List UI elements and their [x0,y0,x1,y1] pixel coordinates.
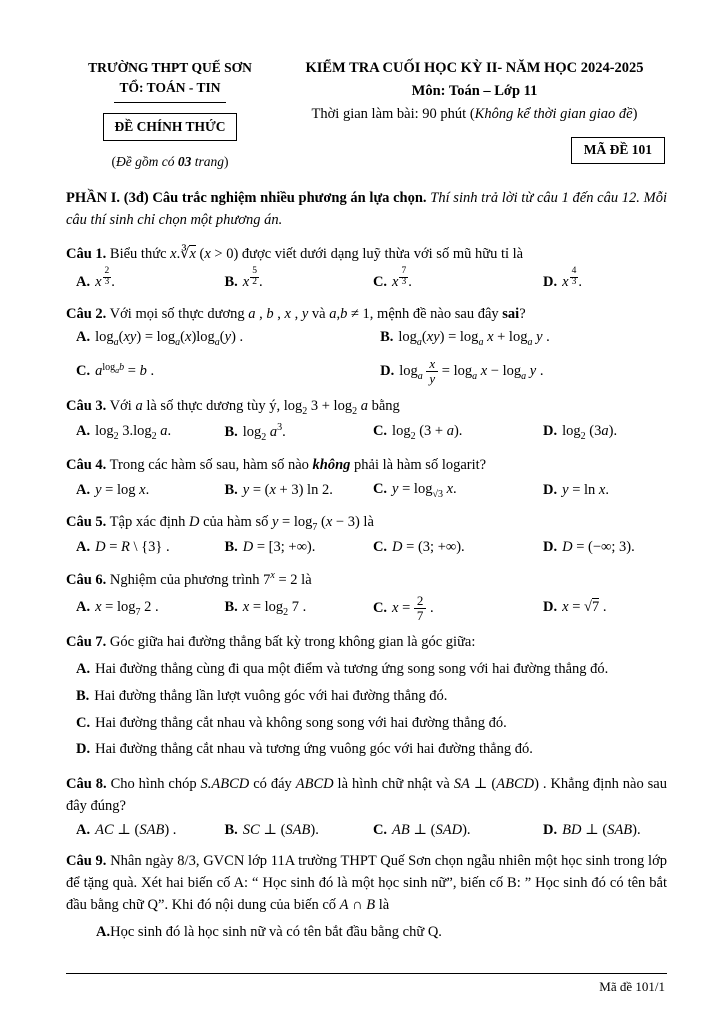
question-1-label: Câu 1. [66,245,107,262]
question-6-option-a: A. $x = \log_7 2$ . [76,598,159,618]
question-1 [66,236,667,296]
question-9-text: Nhân ngày 8/3, GVCN lớp 11A trường THPT Quế Sơn chọn ngẫu nhiên một học sinh trong lớp để tặng quà. Xét hai biến cố A: “ Học sinh đó là một học sinh nữ”, biến cố B: ” Học sinh đó có tên bắt đầu bằng chữ Q”. Khi đó nội dung của biến cố A ∩ B là [66,853,667,913]
exam-duration: Thời gian làm bài: 90 phút (Không kể thời gian giao đề) [311,105,638,122]
question-8 [66,766,667,843]
question-1-option-b: B. x $\frac{5}{2}$ . [224,266,263,290]
question-3-option-c: C. $\log_2 (3 + a)$. [372,423,463,443]
question-5-options [66,537,667,559]
footer-page-label: Mã đề 101/1 [599,978,665,994]
header-right [282,58,667,172]
question-8-option-b: B. SC ⊥ (SAB). [224,821,319,838]
question-5-option-d: D. D = (−∞; 3). [543,538,635,555]
header-left [66,58,274,172]
question-2 [66,296,667,388]
question-2-text: Với mọi số thực dương a , b , x , y và a,b ≠ 1, mệnh đề nào sau đây sai? [109,305,526,322]
question-6-option-b: B. $x = \log_2 7$ . [224,598,307,618]
question-5-option-a: A. D = R \ {3} . [76,538,170,555]
question-3-option-a: A. $\log_2 3.\log_2$ a. [76,423,172,443]
question-8-options [66,820,667,842]
question-6-text: Nghiệm của phương trình $7^x = 2$ là [109,570,312,589]
question-4-option-d: D. y = ln x. [543,481,609,498]
question-5-option-c: C. D = (3; +∞). [372,538,465,555]
school-name: TRƯỜNG THPT QUẾ SƠN [88,60,252,75]
question-4-option-b: B. y = (x + 3) ln 2. [224,481,333,498]
question-5 [66,504,667,561]
question-3-text: Với a là số thực dương tùy ý, $\log_2 3 + \log_2 a$ bằng [109,397,400,417]
question-8-option-d: D. BD ⊥ (SAB). [543,821,641,838]
question-4-text: Trong các hàm số sau, hàm số nào không phải là hàm số logarit? [109,457,487,474]
question-7-text: Góc giữa hai đường thẳng bất kỳ trong không gian là góc giữa: [109,634,476,651]
question-5-label: Câu 5. [66,513,107,530]
question-6 [66,560,667,624]
question-5-text: Tập xác định D của hàm số $y = \log_7 (x - 3)$ là [109,513,374,533]
question-6-option-d: D. x = √7 . [543,599,607,616]
question-4 [66,447,667,504]
exam-subject: Môn: Toán – Lớp 11 [411,82,538,99]
question-3 [66,388,667,448]
question-3-option-d: D. $\log_2 (3a)$. [543,423,618,443]
question-4-options [66,479,667,502]
question-5-option-b: B. D = [3; +∞). [224,538,316,555]
department-name: TỔ: TOÁN - TIN [114,78,227,102]
exam-code-box: MÃ ĐỀ 101 [571,137,665,163]
question-2-option-b: B. $\log_a(xy) = \log_a x + \log_a y$ . [380,329,550,349]
part1-heading: PHẦN I. (3đ) Câu trắc nghiệm nhiều phương án lựa chọn. Thí sinh trả lời từ câu 1 đến câu 12. Mỗi câu thí sinh chỉ chọn một phương án. [66,190,667,228]
question-4-label: Câu 4. [66,457,107,474]
question-7-label: Câu 7. [66,634,107,651]
question-7-option-c: C. Hai đường thẳng cắt nhau và không song song với hai đường thẳng đó. [76,714,507,731]
question-1-text: Biểu thức x.∛x (x > 0) được viết dưới dạng luỹ thừa với số mũ hữu tỉ là [109,245,524,262]
question-4-option-a: A. y = log x. [76,481,150,498]
question-6-options [66,594,667,622]
question-2-option-c: C. $a^{log_ab} = b$ . [76,361,155,380]
question-7-option-a: A. Hai đường thẳng cùng đi qua một điểm và tương ứng song song với hai đường thẳng đó. [76,661,609,678]
question-7 [66,624,667,766]
question-6-option-c: C. x = $\frac{2}{7}$ . [372,593,434,623]
question-2-option-d: D. $\log_a$ $\frac{x}{y}$ = $\log_a x - \log_a y$ . [380,356,544,386]
question-8-option-a: A. AC ⊥ (SAB) . [76,821,177,838]
question-7-option-d: D. Hai đường thẳng cắt nhau và tương ứng vuông góc với hai đường thẳng đó. [76,741,533,758]
question-1-option-a: A. x $\frac{2}{3}$ . [76,266,115,290]
question-3-options [66,420,667,445]
question-9-option-a: A.Học sinh đó là học sinh nữ và có tên bắt đầu bằng chữ Q. [96,923,442,940]
question-9 [66,843,667,948]
question-2-options [66,327,667,385]
question-8-text: Cho hình chóp S.ABCD có đáy ABCD là hình chữ nhật và SA ⊥ (ABCD) . Khẳng định nào sau đây đúng? [66,776,667,814]
official-exam-box: ĐỀ CHÍNH THỨC [103,113,236,141]
question-3-option-b: B. $\log_2 a^3$. [224,422,286,444]
question-6-label: Câu 6. [66,572,107,589]
question-2-label: Câu 2. [66,305,107,322]
question-8-label: Câu 8. [66,776,107,793]
question-2-option-a: A. $\log_a(xy) = \log_a(x)\log_a(y)$ . [76,329,244,349]
question-4-option-c: C. $y = \log_{√3} x$. [372,480,457,500]
exam-title: KIỂM TRA CUỐI HỌC KỲ II- NĂM HỌC 2024-2025 [305,60,644,76]
question-8-option-c: C. AB ⊥ (SAD). [372,821,471,838]
question-3-label: Câu 3. [66,397,107,414]
question-1-options [66,267,667,293]
question-9-label: Câu 9. [66,853,107,870]
page-count-note: (Đề gồm có 03 trang) [111,153,229,169]
question-7-option-b: B. Hai đường thẳng lần lượt vuông góc với hai đường thẳng đó. [76,687,448,704]
page-footer [66,973,667,997]
exam-header [66,58,667,172]
question-1-option-c: C. x $\frac{7}{3}$ . [372,266,412,290]
question-1-option-d: D. x $\frac{4}{3}$ . [543,266,582,290]
